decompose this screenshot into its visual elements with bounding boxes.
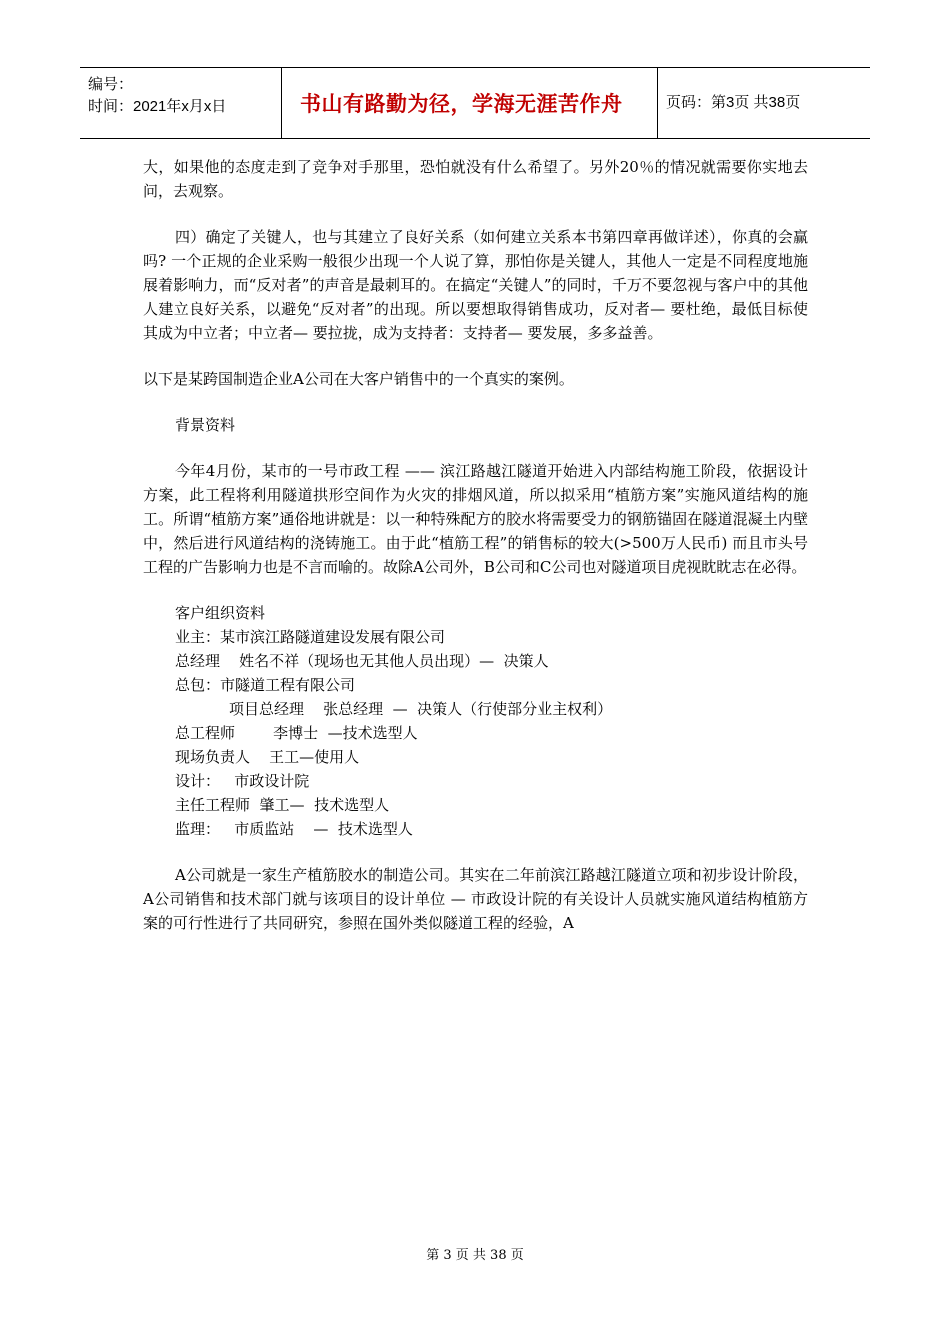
paragraph-background: 今年4月份，某市的一号市政工程 —— 滨江路越江隧道开始进入内部结构施工阶段，依据设计方案，此工程将利用隧道拱形空间作为火灾的排烟风道，所以拟采用“植筋方案”实施风道结构的施工。所谓“植筋方案”通俗地讲就是：以一种特殊配方的胶水将需要受力的钢筋锚固在隧道混凝土内壁中，然后进行风道结构的浇铸施工。由于此“植筋工程”的销售标的较大(>500万人民币) 而且市头号工程的广告影响力也是不言而喻的。故除A公司外，B公司和C公司也对隧道项目虎视眈眈志在必得。 [143, 462, 808, 576]
document-date-label: 时间：2021年x月x日 [88, 98, 227, 115]
org-line-lead-engineer: 主任工程师 肇工— 技术选型人 [175, 796, 390, 814]
page-footer: 第 3 页 共 38 页 [426, 1248, 524, 1263]
heading-background: 背景资料 [175, 416, 236, 434]
org-line-contractor: 总包：市隧道工程有限公司 [175, 676, 356, 694]
paragraph-continuation: 大，如果他的态度走到了竞争对手那里，恐怕就没有什么希望了。另外20％的情况就需要你实地去问，去观察。 [143, 158, 808, 200]
header-info-cell [80, 68, 282, 138]
page-header [80, 67, 870, 139]
paragraph-key-person: 四）确定了关键人，也与其建立了良好关系（如何建立关系本书第四章再做详述），你真的会赢吗? 一个正规的企业采购一般很少出现一个人说了算，那怕你是关键人，其他人一定是不同程度地施展着影响力，而“反对者”的声音是最刺耳的。在搞定“关键人”的同时，千万不要忽视与客户中的其他人建立良好关系，以避免“反对者”的出现。所以要想取得销售成功，反对者— 要杜绝，最低目标使其成为中立者；中立者— 要拉拢，成为支持者：支持者— 要发展，多多益善。 [143, 228, 808, 342]
header-page-number: 页码：第3页 共38页 [666, 94, 801, 111]
header-page-cell [658, 68, 870, 138]
org-line-supervision: 监理： 市质监站 — 技术选型人 [175, 820, 413, 838]
paragraph-case-intro: 以下是某跨国制造企业A公司在大客户销售中的一个真实的案例。 [143, 370, 574, 388]
header-motto: 书山有路勤为径，学海无涯苦作舟 [300, 92, 623, 116]
org-line-general-manager: 总经理 姓名不祥（现场也无其他人员出现）— 决策人 [175, 652, 549, 670]
paragraph-company-a: A公司就是一家生产植筋胶水的制造公司。其实在二年前滨江路越江隧道立项和初步设计阶段，A公司销售和技术部门就与该项目的设计单位 — 市政设计院的有关设计人员就实施风道结构植筋方案的可行性进行了共同研究，参照在国外类似隧道工程的经验，A [143, 866, 808, 932]
header-motto-cell [282, 68, 658, 138]
org-line-project-manager: 项目总经理 张总经理 — 决策人（行使部分业主权利） [229, 700, 613, 718]
document-body [143, 155, 808, 935]
org-line-owner: 业主：某市滨江路隧道建设发展有限公司 [175, 628, 446, 646]
org-line-design: 设计： 市政设计院 [175, 772, 310, 790]
heading-customer-org: 客户组织资料 [175, 604, 266, 622]
document-number-label: 编号： [88, 76, 134, 93]
org-line-site-manager: 现场负责人 王工—使用人 [175, 748, 360, 766]
org-line-chief-engineer: 总工程师 李博士 —技术选型人 [175, 724, 418, 742]
